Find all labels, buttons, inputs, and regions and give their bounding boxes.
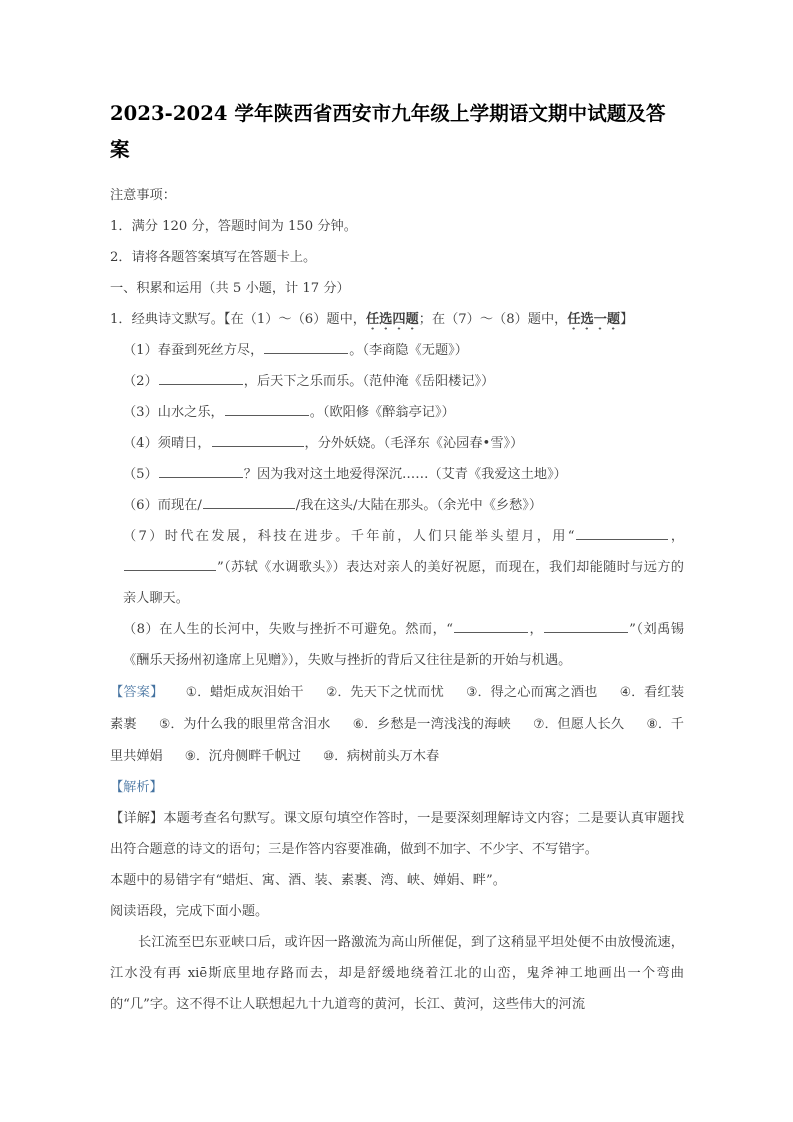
item-text-after: 。（欧阳修《醉翁亭记》） bbox=[309, 405, 455, 420]
answer-text: 乡愁是一湾浅浅的海峡 bbox=[377, 717, 511, 732]
item-text-after: ？因为我对这土地爱得深沉……（艾青《我爱这土地》） bbox=[243, 467, 567, 482]
question-1-stem bbox=[110, 304, 684, 335]
notice-item-2: 2．请将各题答案填写在答题卡上。 bbox=[110, 250, 317, 265]
item-number: （1） bbox=[123, 343, 158, 358]
answer-num: ⑥． bbox=[352, 716, 378, 731]
fill-blank[interactable] bbox=[124, 556, 216, 571]
item-text-before: 须晴日， bbox=[157, 436, 211, 451]
q1-stem-emphasis-1: 任选四题 bbox=[366, 312, 419, 330]
item-number: （3） bbox=[123, 405, 158, 420]
item-text-before: 春蚕到死丝方尽， bbox=[157, 343, 264, 358]
answer-label: 【答案】 bbox=[110, 685, 164, 700]
answer-num: ②． bbox=[325, 684, 351, 699]
question-1-item-1 bbox=[110, 335, 684, 366]
item-number: （8） bbox=[123, 622, 160, 637]
item-number: （2） bbox=[123, 374, 158, 389]
question-1-item-2 bbox=[110, 366, 684, 397]
question-1-item-6 bbox=[110, 490, 684, 521]
item-number: （6） bbox=[123, 498, 158, 513]
passage-instruction: 阅读语段，完成下面小题。 bbox=[110, 904, 269, 919]
item-text-part3: ”（刘禹锡《酬乐天扬州初逢席上见赠》），失败与挫折的背后又往往是新的开始与机遇。 bbox=[123, 622, 684, 668]
question-1-item-8 bbox=[110, 614, 684, 676]
item-number: （4） bbox=[123, 436, 158, 451]
answer-text: 沉舟侧畔千帆过 bbox=[208, 749, 301, 764]
question-1-item-4 bbox=[110, 428, 684, 459]
fill-blank[interactable] bbox=[159, 463, 243, 478]
item-text-after: 。（李商隐《无题》） bbox=[349, 343, 468, 358]
item-text-before: 山水之乐， bbox=[157, 405, 224, 420]
q1-stem-emphasis-2: 任选一题 bbox=[567, 312, 620, 330]
fill-blank[interactable] bbox=[544, 618, 628, 633]
notice-heading: 注意事项： bbox=[110, 188, 176, 203]
item-text-part2: ， bbox=[529, 622, 544, 637]
q1-stem-mid: ；在（7）～（8）题中， bbox=[418, 312, 568, 327]
answer-text: 为什么我的眼里常含泪水 bbox=[183, 717, 331, 732]
q1-stem-prefix: 1．经典诗文默写。【在（1）～（6）题中， bbox=[110, 312, 366, 327]
question-1-item-3 bbox=[110, 397, 684, 428]
item-text-after: /我在这头/大陆在那头。（余光中《乡愁》） bbox=[295, 498, 543, 513]
analysis-detail-label: 【详解】 bbox=[110, 811, 164, 826]
fill-blank[interactable] bbox=[225, 401, 309, 416]
answer-num: ④． bbox=[619, 684, 645, 699]
q1-stem-suffix: 】 bbox=[620, 312, 634, 327]
item-text-part1: 在人生的长河中，失败与挫折不可避免。然而，“ bbox=[159, 622, 454, 637]
answer-num: ⑤． bbox=[158, 716, 184, 731]
question-1-item-5 bbox=[110, 459, 684, 490]
answer-text: 病树前头万木春 bbox=[346, 749, 440, 764]
notice-item-1: 1．满分 120 分，答题时间为 150 分钟。 bbox=[110, 219, 357, 234]
item-text-part3: ”（苏轼《水调歌头》）表达对亲人的美好祝愿，而现在，我们却能随时与远方的亲人聊天。 bbox=[123, 560, 684, 606]
answer-text: 蜡炬成灰泪始干 bbox=[210, 685, 304, 700]
analysis-label: 【解析】 bbox=[110, 780, 163, 795]
analysis-label-line bbox=[110, 772, 684, 803]
document-content bbox=[110, 96, 684, 1020]
page-title: 2023-2024 学年陕西省西安市九年级上学期语文期中试题及答案 bbox=[110, 102, 666, 161]
answer-text: 千里共婵娟 bbox=[110, 717, 684, 764]
item-text-part2: ， bbox=[668, 529, 685, 544]
item-number: （5） bbox=[123, 467, 158, 482]
fill-blank[interactable] bbox=[203, 494, 295, 509]
analysis-detail-2: 本题中的易错字有“蜡炬、寓、酒、装、素裹、湾、峡、婵娟、畔”。 bbox=[110, 873, 506, 888]
answer-num: ⑦． bbox=[532, 716, 558, 731]
answer-num: ③． bbox=[465, 684, 491, 699]
item-text-before: 而现在/ bbox=[157, 498, 202, 513]
analysis-detail bbox=[110, 803, 684, 865]
answer-num: ⑨． bbox=[184, 748, 209, 763]
answer-num: ⑩． bbox=[322, 748, 347, 763]
answer-text: 先天下之忧而忧 bbox=[350, 685, 444, 700]
answer-text: 看红装素裹 bbox=[110, 685, 685, 732]
answer-block bbox=[110, 676, 684, 772]
item-text-after: ，后天下之乐而乐。（范仲淹《岳阳楼记》） bbox=[243, 374, 495, 389]
question-1-item-7 bbox=[110, 521, 684, 614]
item-number: （7） bbox=[123, 529, 165, 544]
section-one-heading: 一、积累和运用（共 5 小题，计 17 分） bbox=[110, 281, 350, 296]
fill-blank[interactable] bbox=[454, 618, 528, 633]
item-text-after: ，分外妖娆。（毛泽东《沁园春•雪》） bbox=[304, 436, 524, 451]
answer-num: ⑧． bbox=[646, 716, 671, 731]
answer-text: 但愿人长久 bbox=[557, 717, 625, 732]
item-text-part1: 时代在发展，科技在进步。千年前，人们只能举头望月，用“ bbox=[164, 529, 575, 544]
fill-blank[interactable] bbox=[264, 339, 348, 354]
fill-blank[interactable] bbox=[576, 525, 668, 540]
analysis-detail-text: 本题考查名句默写。课文原句填空作答时，一是要深刻理解诗文内容；二是要认真审题找出符合题意的诗文的语句；三是作答内容要准确，做到不加字、不少字、不写错字。 bbox=[110, 811, 685, 857]
answer-text: 得之心而寓之酒也 bbox=[490, 685, 598, 700]
answer-num: ①． bbox=[185, 684, 211, 699]
passage-body: 长江流至巴东亚峡口后，或许因一路激流为高山所催促，到了这稍显平坦处便不由放慢流速，江水没有再 xiē斯底里地存路而去，却是舒缓地绕着江北的山峦，鬼斧神工地画出一个弯曲的“几”字。这不得不让人联想起九十九道弯的黄河，长江、黄河，这些伟大的河流 bbox=[110, 935, 684, 1012]
fill-blank[interactable] bbox=[159, 370, 243, 385]
fill-blank[interactable] bbox=[212, 432, 304, 447]
